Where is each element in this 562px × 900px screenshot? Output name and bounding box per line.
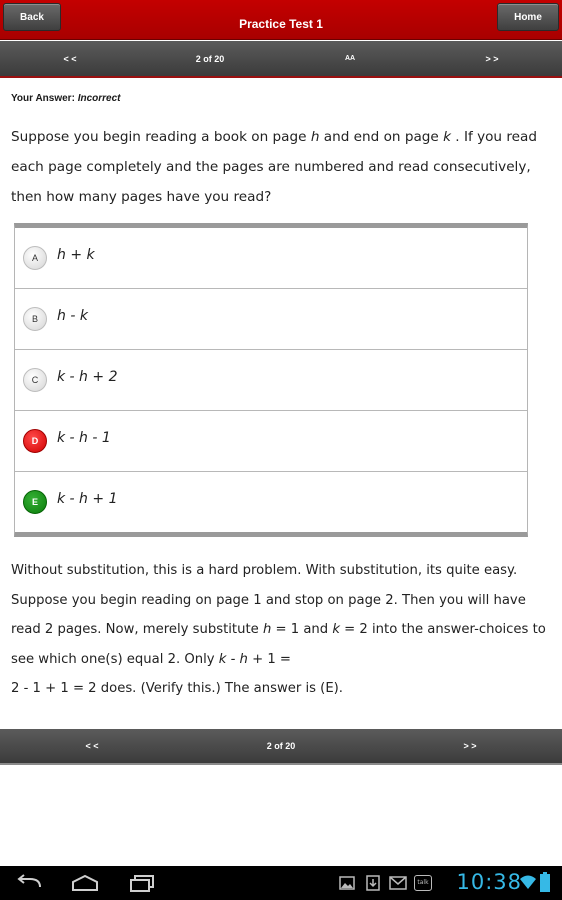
choice-e[interactable] (15, 472, 527, 533)
prev-question-button[interactable]: < < (63, 53, 77, 64)
question-part-1: Suppose you begin reading a book on page (11, 129, 311, 145)
explanation-s4: + 1 = (247, 651, 291, 667)
recent-apps-icon[interactable] (128, 874, 156, 892)
explanation-s5: 2 - 1 + 1 = 2 does. (Verify this.) The answer is (E). (11, 681, 343, 696)
choice-c-letter: C (23, 368, 47, 392)
next-question-button-bottom[interactable]: > > (463, 741, 477, 751)
your-answer-label: Your Answer: (11, 93, 75, 104)
back-icon[interactable] (14, 873, 44, 893)
system-bar (0, 866, 562, 900)
gmail-icon (389, 876, 407, 890)
question-position: 2 of 20 (195, 53, 225, 64)
choice-d[interactable] (15, 411, 527, 472)
question-text (11, 122, 556, 212)
explanation-s3: = 2 into the answer-choices to see which one(s) equal 2. Only (11, 622, 546, 667)
choice-c-text: k - h + 2 (57, 369, 118, 385)
font-size-button[interactable]: AA (344, 55, 356, 62)
answer-choices (14, 223, 528, 537)
wifi-icon (519, 874, 537, 890)
choice-b[interactable] (15, 289, 527, 350)
question-var-h: h (310, 129, 320, 145)
page-title: Practice Test 1 (239, 17, 323, 31)
choice-e-letter-correct: E (23, 490, 47, 514)
question-part-3: . If you read each page completely and the pages are numbered and read consecutively, then how many pages have you read? (11, 129, 537, 205)
explanation-s1: Without substitution, this is a hard problem. With substitution, its quite easy. Suppose you begin reading on page 1 and stop on page 2. Then you will have read 2 pages. Now, merely substitute (11, 563, 526, 637)
battery-icon (540, 872, 550, 892)
explanation-text (11, 556, 556, 704)
explanation-s2: = 1 and (271, 622, 333, 637)
explanation-h: h (262, 622, 272, 637)
back-button[interactable]: Back (3, 3, 61, 31)
home-button[interactable]: Home (497, 3, 559, 31)
question-part-2: and end on page (319, 129, 444, 145)
choice-d-letter-incorrect: D (23, 429, 47, 453)
clock: 10:38 (456, 870, 522, 894)
next-question-button[interactable]: > > (485, 53, 499, 64)
talk-icon: talk (414, 875, 432, 891)
explanation-k: k (332, 622, 340, 637)
question-position-bottom: 2 of 20 (266, 741, 296, 751)
explanation-expr: k - h (218, 651, 248, 667)
home-icon[interactable] (70, 874, 100, 892)
choice-a-text: h + k (57, 247, 95, 263)
download-icon (366, 875, 380, 891)
prev-question-button-bottom[interactable]: < < (85, 741, 99, 751)
choice-a[interactable] (15, 228, 527, 289)
gallery-icon (339, 876, 355, 890)
choice-e-text: k - h + 1 (57, 491, 118, 507)
choice-b-letter: B (23, 307, 47, 331)
bottom-navigation-bar (0, 729, 562, 765)
question-var-k: k (443, 129, 451, 145)
choice-c[interactable] (15, 350, 527, 411)
your-answer-status (11, 93, 120, 104)
choice-b-text: h - k (57, 308, 88, 324)
title-bar (0, 0, 562, 40)
choice-d-text: k - h - 1 (57, 430, 111, 446)
your-answer-value: Incorrect (77, 93, 121, 104)
choice-a-letter: A (23, 246, 47, 270)
top-navigation-bar (0, 41, 562, 78)
